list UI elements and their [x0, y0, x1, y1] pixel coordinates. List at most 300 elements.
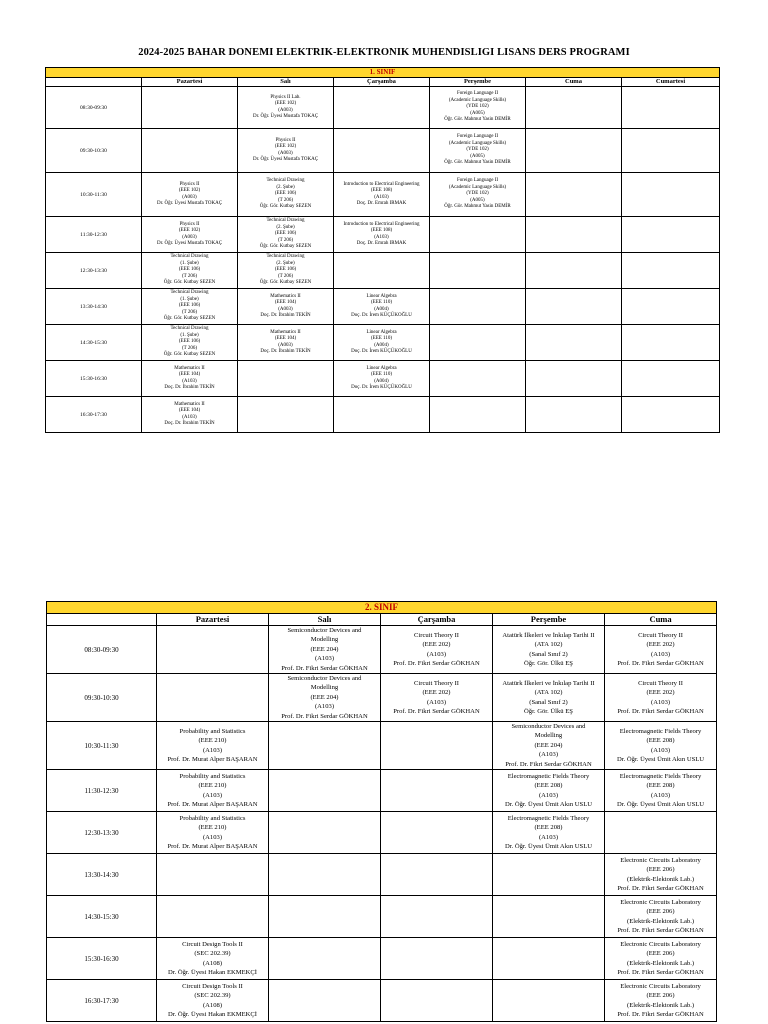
empty-cell: [622, 253, 720, 289]
course-line: (EEE 204): [534, 741, 563, 749]
course-line: (EEE 106): [274, 267, 297, 273]
course-line: (A005): [470, 197, 485, 203]
year2-banner: 2. SINIF: [47, 602, 717, 614]
time-slot: 12:30-13:30: [46, 253, 142, 289]
course-line: (EEE 206): [646, 908, 675, 916]
empty-cell: [430, 325, 526, 361]
course-line: (EEE 106): [178, 303, 201, 309]
empty-cell: [526, 361, 622, 397]
empty-cell: [430, 289, 526, 325]
course-line: (Elektrik-Elektonik Lab.): [627, 875, 695, 883]
time-slot: 08:30-09:30: [46, 87, 142, 129]
course-line: (EEE 110): [370, 372, 393, 378]
course-line: (A103): [182, 414, 197, 420]
course-cell: [493, 722, 605, 770]
course-line: (A103): [314, 655, 335, 663]
course-line: Modelling: [534, 732, 563, 740]
course-line: (EEE 208): [646, 737, 675, 745]
course-line: (Elektrik-Elektonik Lab.): [627, 959, 695, 967]
course-cell: [381, 674, 493, 722]
course-line: (EEE 210): [198, 782, 227, 790]
course-line: (EEE 204): [310, 693, 339, 701]
course-line: (EEE 110): [370, 336, 393, 342]
course-cell: [605, 674, 717, 722]
course-cell: [157, 722, 269, 770]
day-header: Cuma: [605, 614, 717, 626]
course-line: Semiconductor Devices and: [287, 675, 362, 683]
empty-cell: [269, 722, 381, 770]
course-line: Atatürk İlkeleri ve İnkılap Tarihi II: [502, 679, 595, 687]
empty-cell: [622, 173, 720, 217]
course-line: (EEE 102): [178, 188, 201, 194]
course-cell: [605, 722, 717, 770]
course-line: Doç. Dr. İrem KÜÇÜKOĞLU: [351, 348, 412, 354]
course-cell: [238, 129, 334, 173]
course-line: (EEE 208): [534, 824, 563, 832]
empty-cell: [269, 770, 381, 812]
time-slot: 13:30-14:30: [47, 854, 157, 896]
course-line: (A103): [651, 698, 671, 706]
course-line: Electromagnetic Fields Theory: [619, 772, 702, 780]
course-line: Atatürk İlkeleri ve İnkılap Tarihi II: [502, 631, 595, 639]
course-line: Linear Algebra: [366, 365, 397, 371]
course-line: (A103): [202, 833, 223, 841]
course-line: (Sanal Sınıf 2): [529, 698, 568, 706]
schedule-row: [46, 397, 720, 433]
empty-cell: [526, 253, 622, 289]
empty-cell: [622, 289, 720, 325]
time-slot: 08:30-09:30: [47, 626, 157, 674]
course-line: (A103): [426, 650, 447, 658]
time-slot: 13:30-14:30: [46, 289, 142, 325]
course-line: (EEE 106): [274, 191, 297, 197]
course-line: (EEE 206): [646, 992, 675, 1000]
course-line: Physics II: [179, 221, 200, 227]
time-slot: 16:30-17:30: [46, 397, 142, 433]
day-header: Pazartesi: [157, 614, 269, 626]
course-line: Doç. Dr. Emrah IRMAK: [356, 200, 407, 206]
course-line: (EEE 110): [370, 300, 393, 306]
course-line: Dr. Öğr. Üyesi Mustafa TOKAÇ: [156, 200, 223, 206]
course-line: Modelling: [310, 684, 339, 692]
course-line: (A103): [538, 791, 559, 799]
course-line: Circuit Design Tools II: [182, 940, 243, 948]
schedule-row: [46, 87, 720, 129]
course-line: (A004): [374, 306, 389, 312]
year2-schedule-table: [46, 601, 717, 1022]
empty-cell: [269, 896, 381, 938]
course-line: (A103): [538, 833, 559, 841]
schedule-row: [46, 325, 720, 361]
schedule-row: [46, 129, 720, 173]
course-cell: [142, 361, 238, 397]
empty-cell: [238, 397, 334, 433]
empty-cell: [622, 217, 720, 253]
empty-cell: [493, 980, 605, 1022]
schedule-row: [46, 361, 720, 397]
course-line: Physics II Lab.: [270, 94, 301, 100]
course-line: Electromagnetic Fields Theory: [619, 727, 702, 735]
course-line: (EEE 102): [274, 101, 297, 107]
course-line: (A103): [651, 746, 671, 754]
empty-cell: [269, 812, 381, 854]
time-slot: 16:30-17:30: [47, 980, 157, 1022]
empty-cell: [157, 674, 269, 722]
course-line: Circuit Theory II: [638, 679, 683, 687]
empty-cell: [142, 87, 238, 129]
course-line: Technical Drawing: [266, 254, 305, 260]
time-slot: 11:30-12:30: [46, 217, 142, 253]
course-line: (1. Şube): [180, 296, 199, 302]
empty-cell: [430, 217, 526, 253]
course-line: Doç. Dr. İrem KÜÇÜKOĞLU: [351, 312, 412, 318]
course-cell: [334, 289, 430, 325]
course-line: Prof. Dr. Fikri Serdar GÖKHAN: [617, 1011, 704, 1018]
course-line: Doç. Dr. İrem KÜÇÜKOĞLU: [351, 384, 412, 390]
course-cell: [334, 325, 430, 361]
course-line: (EEE 102): [178, 228, 201, 234]
course-line: Dr. Öğr. Üyesi Ümit Akın USLU: [617, 755, 705, 763]
course-line: Öğr. Gör. Ülkü EŞ: [524, 659, 573, 667]
course-line: Probability and Statistics: [179, 814, 246, 822]
empty-cell: [334, 397, 430, 433]
course-line: (EEE 210): [198, 737, 227, 745]
empty-cell: [622, 87, 720, 129]
course-cell: [142, 397, 238, 433]
empty-cell: [526, 217, 622, 253]
course-line: (T 206): [277, 197, 294, 203]
course-line: Doç. Dr. İbrahim TEKİN: [164, 384, 215, 390]
course-cell: [605, 626, 717, 674]
schedule-row: [47, 626, 717, 674]
course-line: (EEE 102): [274, 144, 297, 150]
course-cell: [334, 173, 430, 217]
course-line: Dr. Öğr. Üyesi Mustafa TOKAÇ: [252, 113, 319, 119]
course-cell: [157, 812, 269, 854]
course-line: Öğr. Gör. Kutbay SEZEN: [259, 244, 312, 250]
course-line: Dr. Öğr. Üyesi Hakan EKMEKÇİ: [167, 1011, 257, 1018]
course-line: Dr. Öğr. Üyesi Ümit Akın USLU: [504, 801, 592, 808]
course-line: (A103): [314, 703, 335, 711]
course-cell: [142, 253, 238, 289]
course-line: (Sanal Sınıf 2): [529, 650, 568, 658]
course-cell: [238, 289, 334, 325]
empty-cell: [157, 896, 269, 938]
course-line: Mathematics II: [270, 293, 301, 299]
course-line: Foreign Language II: [456, 178, 499, 184]
empty-cell: [622, 129, 720, 173]
course-line: (Academic Language Skills): [448, 97, 507, 103]
course-cell: [157, 980, 269, 1022]
empty-cell: [430, 253, 526, 289]
course-line: Linear Algebra: [366, 329, 397, 335]
course-line: Dr. Öğr. Üyesi Mustafa TOKAÇ: [252, 156, 319, 162]
course-line: (EEE 106): [178, 339, 201, 345]
course-line: (A005): [470, 110, 485, 116]
course-line: (A103): [374, 194, 389, 200]
course-line: Circuit Design Tools II: [182, 982, 243, 990]
empty-cell: [381, 980, 493, 1022]
course-line: Öğr. Gör. Kutbay SEZEN: [163, 316, 216, 322]
course-line: Physics II: [179, 181, 200, 187]
empty-cell: [334, 253, 430, 289]
course-line: Prof. Dr. Murat Alper BAŞARAN: [167, 801, 258, 808]
course-line: Prof. Dr. Murat Alper BAŞARAN: [167, 843, 258, 850]
schedule-row: [46, 253, 720, 289]
course-line: (YDE 102): [466, 191, 489, 197]
course-line: (A003): [278, 306, 293, 312]
course-line: Öğr. Gör. Mahmut Yasin DEMİR: [444, 160, 511, 166]
empty-cell: [526, 289, 622, 325]
course-line: (EEE 106): [274, 231, 297, 237]
course-line: Introduction to Electrical Engineering: [343, 181, 420, 187]
empty-cell: [526, 397, 622, 433]
empty-cell: [605, 812, 717, 854]
course-line: (A005): [470, 153, 485, 159]
empty-cell: [381, 812, 493, 854]
course-line: (ATA 102): [534, 689, 563, 697]
course-line: Prof. Dr. Fikri Serdar GÖKHAN: [393, 659, 480, 667]
course-line: Öğr. Gör. Mahmut Yasin DEMİR: [444, 117, 511, 123]
course-line: (2. Şube): [276, 184, 295, 190]
course-line: (EEE 104): [274, 336, 297, 342]
course-line: (1. Şube): [180, 332, 199, 338]
course-line: (YDE 102): [466, 104, 489, 110]
empty-cell: [381, 722, 493, 770]
course-line: Prof. Dr. Fikri Serdar GÖKHAN: [617, 927, 704, 934]
course-cell: [238, 87, 334, 129]
course-line: (Elektrik-Elektonik Lab.): [627, 917, 695, 925]
course-line: (EEE 202): [422, 689, 451, 697]
time-slot: 10:30-11:30: [47, 722, 157, 770]
course-line: (A003): [278, 107, 293, 113]
course-line: (EEE 108): [370, 228, 393, 234]
time-slot: 11:30-12:30: [47, 770, 157, 812]
course-cell: [493, 770, 605, 812]
course-line: Prof. Dr. Fikri Serdar GÖKHAN: [281, 712, 368, 720]
course-line: Mathematics II: [270, 329, 301, 335]
day-header: Cuma: [526, 78, 622, 87]
course-line: Prof. Dr. Fikri Serdar GÖKHAN: [617, 885, 704, 892]
course-line: (EEE 206): [646, 866, 675, 874]
schedule-row: [46, 289, 720, 325]
course-line: Modelling: [310, 636, 339, 644]
course-line: (YDE 102): [466, 147, 489, 153]
course-line: Electronic Circuits Laboratory: [620, 982, 701, 990]
empty-cell: [526, 173, 622, 217]
course-cell: [430, 87, 526, 129]
course-line: Probability and Statistics: [179, 727, 246, 735]
empty-cell: [381, 854, 493, 896]
course-line: (EEE 108): [370, 188, 393, 194]
course-line: Introduction to Electrical Engineering: [343, 221, 420, 227]
course-line: (A003): [182, 194, 197, 200]
course-line: (Elektrik-Elektonik Lab.): [627, 1001, 695, 1009]
course-cell: [493, 674, 605, 722]
empty-cell: [157, 854, 269, 896]
course-line: (A103): [202, 746, 223, 754]
empty-cell: [493, 938, 605, 980]
course-cell: [605, 980, 717, 1022]
course-line: Prof. Dr. Fikri Serdar GÖKHAN: [617, 659, 704, 667]
course-cell: [142, 289, 238, 325]
schedule-row: [47, 896, 717, 938]
course-line: Electromagnetic Fields Theory: [507, 814, 590, 822]
course-cell: [334, 217, 430, 253]
course-line: Doç. Dr. İbrahim TEKİN: [164, 420, 215, 426]
empty-cell: [430, 397, 526, 433]
course-line: (A103): [651, 791, 671, 799]
course-line: Dr. Öğr. Üyesi Ümit Akın USLU: [617, 801, 705, 808]
course-line: (EEE 106): [178, 267, 201, 273]
course-line: (T 206): [181, 309, 198, 315]
course-line: Technical Drawing: [170, 290, 209, 296]
schedule-row: [47, 980, 717, 1022]
course-line: (EEE 202): [646, 641, 675, 649]
empty-cell: [269, 938, 381, 980]
course-line: (2. Şube): [276, 260, 295, 266]
empty-cell: [157, 626, 269, 674]
course-line: Doç. Dr. İbrahim TEKİN: [260, 348, 311, 354]
empty-cell: [334, 87, 430, 129]
course-line: (1. Şube): [180, 260, 199, 266]
empty-cell: [622, 361, 720, 397]
course-cell: [334, 361, 430, 397]
course-line: Probability and Statistics: [179, 772, 246, 780]
course-line: Semiconductor Devices and: [287, 627, 362, 634]
course-line: (A108): [202, 959, 223, 967]
course-line: (EEE 208): [646, 782, 675, 790]
course-line: Dr. Öğr. Üyesi Mustafa TOKAÇ: [156, 240, 223, 246]
course-cell: [142, 217, 238, 253]
time-slot: 12:30-13:30: [47, 812, 157, 854]
time-header: [46, 78, 142, 87]
schedule-row: [46, 173, 720, 217]
empty-cell: [381, 770, 493, 812]
course-line: (EEE 208): [534, 782, 563, 790]
course-line: Circuit Theory II: [414, 631, 459, 639]
course-line: Mathematics II: [174, 365, 205, 371]
course-line: Electromagnetic Fields Theory: [507, 772, 590, 780]
course-line: Dr. Öğr. Üyesi Ümit Akın USLU: [504, 843, 592, 850]
course-line: Öğr. Gör. Ülkü EŞ: [524, 707, 573, 715]
empty-cell: [493, 896, 605, 938]
time-slot: 14:30-15:30: [46, 325, 142, 361]
schedule-row: [47, 722, 717, 770]
empty-cell: [334, 129, 430, 173]
course-line: (EEE 104): [178, 372, 201, 378]
course-line: Foreign Language II: [456, 134, 499, 140]
course-line: Prof. Dr. Fikri Serdar GÖKHAN: [617, 707, 704, 715]
course-line: (A103): [182, 378, 197, 384]
document-title: 2024-2025 BAHAR DONEMI ELEKTRIK-ELEKTRONIK MUHENDISLIGI LISANS DERS PROGRAMI: [138, 47, 630, 58]
empty-cell: [430, 361, 526, 397]
year1-banner: 1. SINIF: [46, 68, 720, 78]
empty-cell: [622, 325, 720, 361]
course-line: (EEE 206): [646, 950, 675, 958]
empty-cell: [622, 397, 720, 433]
course-cell: [430, 173, 526, 217]
course-line: (EEE 104): [274, 300, 297, 306]
empty-cell: [493, 854, 605, 896]
time-slot: 10:30-11:30: [46, 173, 142, 217]
day-header: Pazartesi: [142, 78, 238, 87]
course-cell: [142, 325, 238, 361]
year1-schedule-table: [45, 67, 720, 433]
course-line: Electronic Circuits Laboratory: [620, 856, 701, 864]
course-line: (EEE 104): [178, 408, 201, 414]
empty-cell: [381, 896, 493, 938]
empty-cell: [526, 325, 622, 361]
course-cell: [142, 173, 238, 217]
course-line: (SEC 202.39): [194, 992, 231, 1000]
day-header: Salı: [238, 78, 334, 87]
course-line: Foreign Language II: [456, 91, 499, 97]
course-cell: [430, 129, 526, 173]
course-line: (A108): [202, 1001, 223, 1009]
course-line: Semiconductor Devices and: [511, 723, 586, 731]
course-line: Circuit Theory II: [638, 631, 683, 639]
time-slot: 14:30-15:30: [47, 896, 157, 938]
course-cell: [605, 854, 717, 896]
course-line: Physics II: [275, 137, 296, 143]
course-line: (A003): [182, 234, 197, 240]
time-slot: 09:30-10:30: [47, 674, 157, 722]
day-header: Salı: [269, 614, 381, 626]
empty-cell: [526, 129, 622, 173]
course-line: Öğr. Gör. Kutbay SEZEN: [163, 352, 216, 358]
day-header: Perşembe: [493, 614, 605, 626]
course-line: Öğr. Gör. Kutbay SEZEN: [163, 280, 216, 286]
course-line: Circuit Theory II: [414, 679, 459, 687]
course-line: Technical Drawing: [170, 254, 209, 260]
course-line: Prof. Dr. Fikri Serdar GÖKHAN: [393, 707, 480, 715]
course-line: (T 206): [181, 273, 198, 279]
empty-cell: [526, 87, 622, 129]
course-line: (Academic Language Skills): [448, 140, 507, 146]
course-cell: [605, 896, 717, 938]
course-line: (A103): [651, 650, 671, 658]
empty-cell: [381, 938, 493, 980]
schedule-row: [47, 854, 717, 896]
day-header: Cumartesi: [622, 78, 720, 87]
course-line: Prof. Dr. Fikri Serdar GÖKHAN: [281, 664, 368, 672]
course-line: (A103): [202, 791, 223, 799]
time-slot: 15:30-16:30: [47, 938, 157, 980]
course-line: Technical Drawing: [170, 326, 209, 332]
course-line: (T 206): [277, 237, 294, 243]
course-line: (A003): [278, 150, 293, 156]
course-line: (EEE 210): [198, 824, 227, 832]
course-cell: [157, 770, 269, 812]
course-line: Electronic Circuits Laboratory: [620, 940, 701, 948]
course-line: Technical Drawing: [266, 218, 305, 224]
course-cell: [605, 770, 717, 812]
course-cell: [269, 674, 381, 722]
course-line: Öğr. Gör. Kutbay SEZEN: [259, 280, 312, 286]
course-line: (EEE 202): [646, 689, 675, 697]
day-header: Çarşamba: [334, 78, 430, 87]
course-line: Dr. Öğr. Üyesi Hakan EKMEKÇİ: [167, 969, 257, 976]
course-line: (A103): [374, 234, 389, 240]
time-header: [47, 614, 157, 626]
empty-cell: [238, 361, 334, 397]
time-slot: 09:30-10:30: [46, 129, 142, 173]
course-cell: [157, 938, 269, 980]
course-line: Technical Drawing: [266, 178, 305, 184]
course-line: (2. Şube): [276, 224, 295, 230]
empty-cell: [269, 854, 381, 896]
